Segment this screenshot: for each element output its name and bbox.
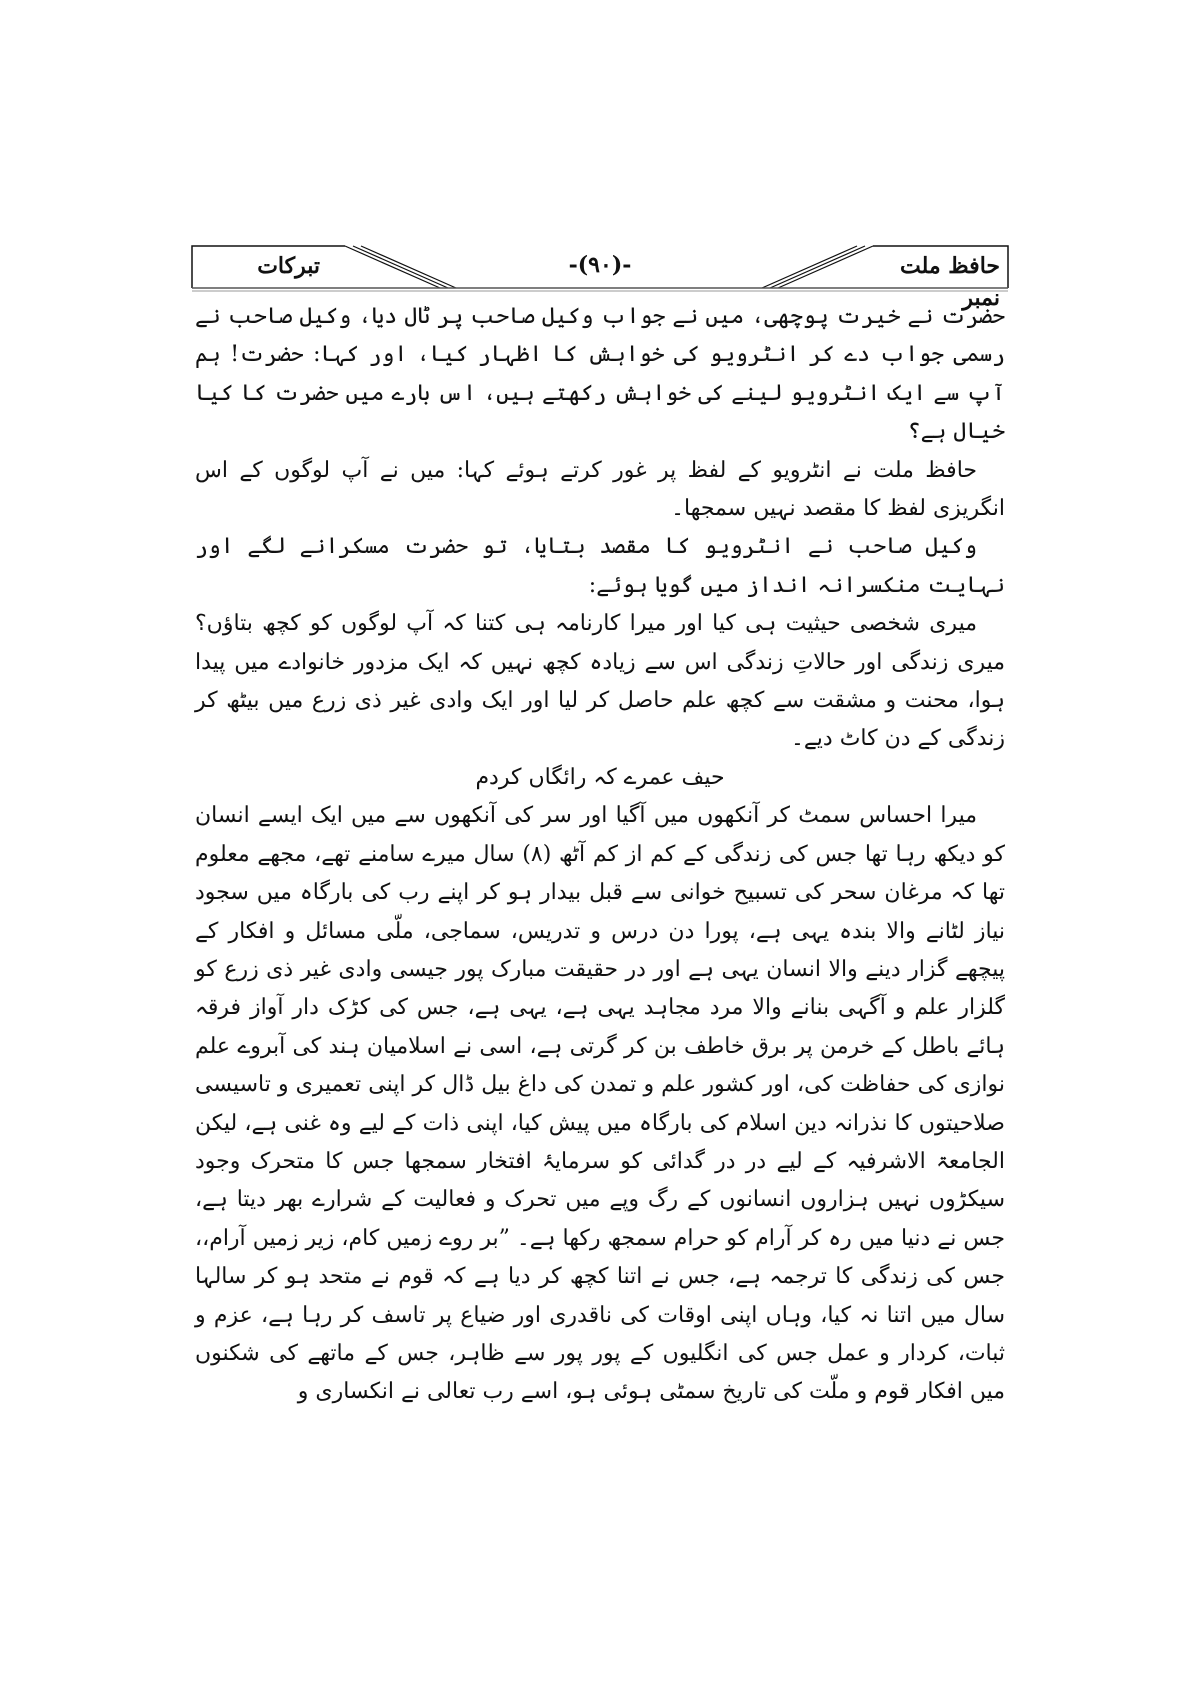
body-text <box>195 298 1005 1412</box>
header-right-diagonal <box>770 246 865 288</box>
paragraph: میری شخصی حیثیت ہی کیا اور میرا کارنامہ ہی کتنا کہ آپ لوگوں کو کچھ بتاؤں؟ میری زندگی اور حالاتِ زندگی اس سے زیادہ کچھ نہیں کہ ایک مزدور خانوادے میں پیدا ہوا، محنت و مشقت سے کچھ علم حاصل کر لیا اور ایک وادی غیر ذی زرع میں بیٹھ کر زندگی کے دن کاٹ دیے۔ <box>195 611 1005 752</box>
page-header <box>190 244 1010 311</box>
page-number: -(۹۰)- <box>568 252 632 278</box>
paragraph: وکیل صاحب نے انٹرویو کا مقصد بتایا، تو حضرت مسکرانے لگے اور نہایت منکسرانہ انداز میں گویا ہوئے: <box>195 534 1005 598</box>
header-right-diagonal <box>778 246 873 288</box>
paragraph: میرا احساس سمٹ کر آنکھوں میں آگیا اور سر کی آنکھوں سے میں ایک ایسے انسان کو دیکھ رہا تھا جس کی زندگی کے کم از کم آٹھ (۸) سال میرے سامنے تھے، مجھے معلوم تھا کہ مرغان سحر کی تسبیح خوانی سے قبل بیدار ہو کر اپنے رب کی بارگاہ میں سجود نیاز لٹانے والا بندہ یہی ہے، پورا دن درس و تدریس، سماجی، ملّی مسائل و افکار کے پیچھے گزار دینے والا انسان یہی ہے اور در حقیقت مبارک پور جیسی وادی غیر ذی زرع کو گلزار علم و آگہی بنانے والا مرد مجاہد یہی ہے، یہی ہے، جس کی کڑک دار آواز فرقہ ہائے باطل کے خرمن پر برق خاطف بن کر گرتی ہے، اسی نے اسلامیان ہند کی آبروے علم نوازی کی حفاظت کی، اور کشور علم و تمدن کی داغ بیل ڈال کر اپنی تعمیری و تاسیسی صلاحیتوں کا نذرانہ دین اسلام کی بارگاہ میں پیش کیا، اپنی ذات کے لیے وہ غنی ہے، لیکن الجامعۃ الاشرفیہ کے لیے در در گدائی کو سرمایۂ افتخار سمجھا جس کا متحرک وجود سیکڑوں نہیں ہزاروں انسانوں کے رگ وپے میں تحرک و فعالیت کے شرارے بھر دیتا ہے، جس نے دنیا میں رہ کر آرام کو حرام سمجھ رکھا ہے۔ ”بر روے زمیں کام، زیر زمیں آرام،، جس کی زندگی کا ترجمہ ہے، جس نے اتنا کچھ کر دیا ہے کہ قوم نے متحد ہو کر سالہا سال میں اتنا نہ کیا، وہاں اپنی اوقات کی ناقدری اور ضیاع پر تاسف کر رہا ہے، عزم و ثبات، کردار و عمل جس کی انگلیوں کے پور پور سے ظاہر، جس کے ماتھے کی شکنوں میں افکار قوم و ملّت کی تاریخ سمٹی ہوئی ہو، اسے رب تعالی نے انکساری و <box>195 803 1005 1405</box>
header-left-diagonal <box>345 246 440 288</box>
paragraph: حضرت نے خیرت پوچھی، میں نے جواب وکیل صاحب پر ٹال دیا، وکیل صاحب نے رسمی جواب دے کر انٹرویو کی خواہش کا اظہار کیا، اور کہا: حضرت! ہم آپ سے ایک انٹرویو لینے کی خواہش رکھتے ہیں، اس بارے میں حضرت کا کیا خیال ہے؟ <box>195 304 1005 445</box>
header-left-title: تبرکات <box>257 253 320 279</box>
header-right-diagonal <box>762 246 857 288</box>
header-left-diagonal <box>353 246 448 288</box>
header-left-diagonal <box>361 246 456 288</box>
paragraph: حافظ ملت نے انٹرویو کے لفظ پر غور کرتے ہوئے کہا: میں نے آپ لوگوں کے اس انگریزی لفظ کا مقصد نہیں سمجھا۔ <box>195 457 1005 522</box>
header-right-title: حافظ ملت نمبر <box>899 253 1000 311</box>
verse-line: حیف عمرے کہ رائگاں کردم <box>475 764 725 790</box>
